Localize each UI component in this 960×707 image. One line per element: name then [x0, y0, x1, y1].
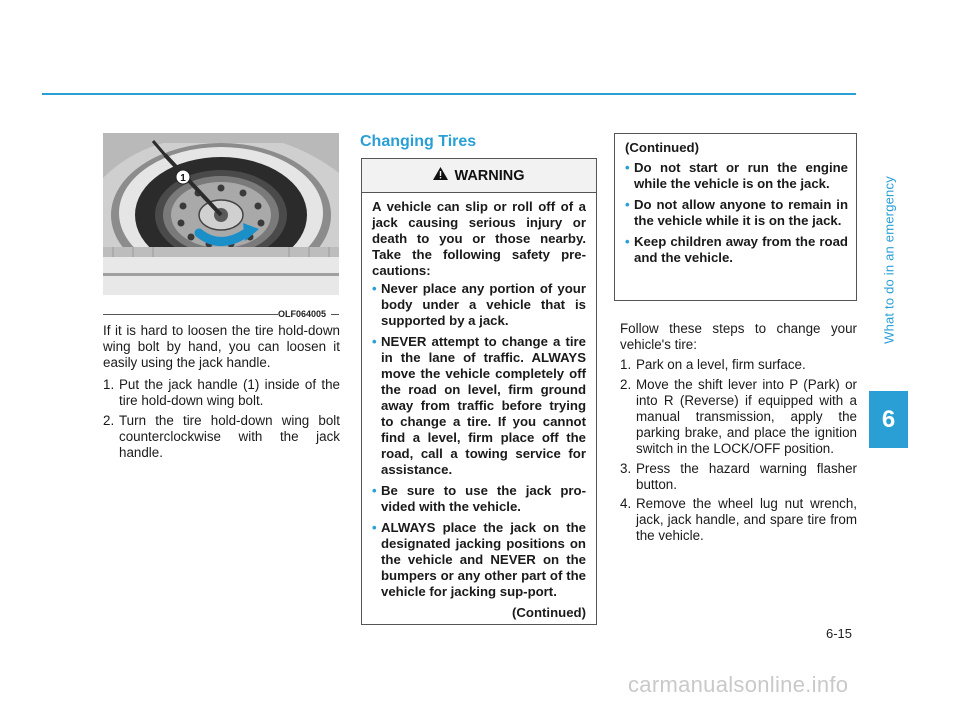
step-text: Turn the tire hold-down wing bolt counterclockwise with the jack handle. [119, 413, 340, 461]
step-number: 1. [103, 376, 115, 392]
chapter-side-title [878, 140, 900, 380]
watermark: carmanualsonline.info [628, 672, 849, 697]
step-text: Remove the wheel lug nut wrench, jack, jack handle, and spare tire from the vehicle. [636, 496, 857, 544]
warning-bullet [372, 483, 586, 515]
bullet-icon: • [372, 281, 377, 296]
section-title: Changing Tires [360, 133, 477, 150]
warning-triangle-icon [433, 167, 448, 184]
chapter-side-title-text: What to do in an emergency [881, 176, 897, 344]
spare-tire-figure [103, 133, 339, 295]
bullet-icon: • [372, 483, 377, 498]
step-text: Move the shift lever into P (Park) or into R (Reverse) if equipped with a manual transmission, apply the parking brake, and place the ignition switch in the LOCK/OFF position. [636, 376, 857, 457]
page-number: 6-15 [826, 626, 853, 641]
step-text: Park on a level, firm surface. [636, 357, 806, 373]
left-step [103, 413, 340, 462]
right-step [620, 461, 857, 493]
warning-bullet-text: Be sure to use the jack pro-vided with the vehicle. [381, 483, 586, 514]
figure-caption-rule [103, 314, 278, 315]
bullet-icon: • [372, 520, 377, 535]
continued-warning-box [614, 133, 857, 301]
warning-box [361, 158, 597, 625]
warning-label: WARNING [454, 167, 525, 184]
warning-continued: (Continued) [512, 605, 586, 620]
bullet-icon: • [625, 197, 630, 212]
continued-bullet-text: Do not allow anyone to remain in the vehicle while it is on the jack. [634, 197, 848, 228]
header-rule [42, 93, 856, 95]
step-text: Put the jack handle (1) inside of the tire hold-down wing bolt. [119, 376, 340, 408]
continued-bullet-text: Keep children away from the road and the vehicle. [634, 234, 848, 265]
continued-bullet [625, 197, 848, 229]
right-intro: Follow these steps to change your vehicle's tire: [620, 321, 857, 353]
left-column [103, 323, 340, 466]
left-intro: If it is hard to loosen the tire hold-down wing bolt by hand, you can loosen it easily using the jack handle. [103, 323, 340, 371]
warning-body [362, 193, 596, 621]
chapter-tab[interactable]: 6 [869, 391, 908, 448]
bullet-icon: • [372, 334, 377, 349]
warning-bullet-text: Never place any portion of your body under a vehicle that is supported by a jack. [381, 281, 586, 328]
step-number: 2. [620, 376, 632, 392]
left-step [103, 377, 340, 409]
figure-callout-number: 1 [180, 173, 186, 184]
warning-bullet-text: NEVER attempt to change a tire in the lane of traffic. ALWAYS move the vehicle completely off the road on level, firm ground away from traffic before trying to change a tire. If you cannot find a level, firm place off the road, call a towing service for assistance. [381, 334, 586, 477]
warning-bullet-text: ALWAYS place the jack on the designated jacking positions on the vehicle and NEVER on the bumpers or any other part of the vehicle for jacking sup-port. [381, 520, 586, 599]
step-text: Press the hazard warning flasher button. [636, 460, 857, 492]
right-step [620, 377, 857, 458]
warning-intro: A vehicle can slip or roll off of a jack causing serious injury or death to you or those nearby. Take the following safety pre-cautions: [372, 199, 586, 278]
warning-bullet [372, 520, 586, 600]
step-number: 3. [620, 460, 632, 476]
continued-heading: (Continued) [625, 140, 699, 155]
step-number: 4. [620, 496, 632, 512]
right-step [620, 496, 857, 545]
continued-bullet [625, 234, 848, 266]
warning-bullet [372, 281, 586, 329]
figure-caption-rule-end [331, 314, 339, 315]
bullet-icon: • [625, 160, 630, 175]
continued-bullet [625, 160, 848, 192]
figure-code: OLF064005 [278, 309, 327, 319]
right-step [620, 357, 857, 373]
step-number: 2. [103, 413, 115, 429]
warning-header [362, 159, 596, 193]
right-column [620, 321, 857, 548]
warning-bullet [372, 334, 586, 478]
step-number: 1. [620, 357, 632, 373]
bullet-icon: • [625, 234, 630, 249]
continued-bullet-text: Do not start or run the engine while the vehicle is on the jack. [634, 160, 848, 191]
